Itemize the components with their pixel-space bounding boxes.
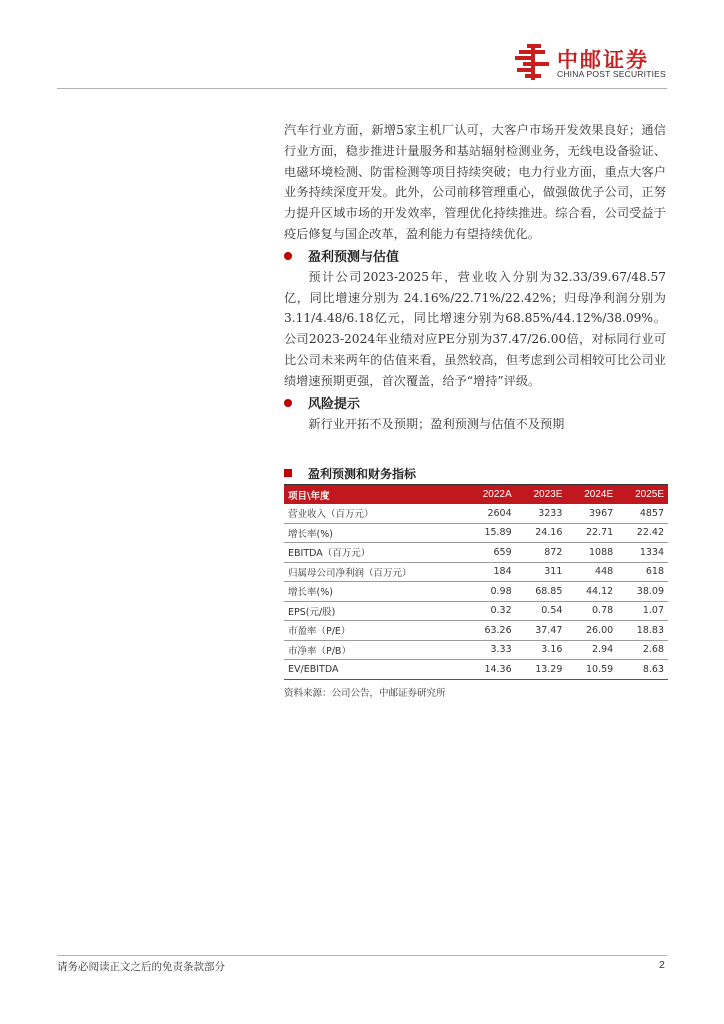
table-row [284,640,668,660]
table-cell: 15.89 [465,523,516,543]
financial-table [284,485,668,680]
main-content [284,120,666,434]
table-row [284,660,668,680]
intro-paragraph: 汽车行业方面，新增5家主机厂认可，大客户市场开发效果良好；通信行业方面，稳步推进计量服务和基站辐射检测业务，无线电设备验证、电磁环境检测、防雷检测等项目持续突破；电力行业方面，重点大客户业务持续深度开发。此外，公司前移管理重心，做强做优子公司，正努力提升区域市场的开发效率，管理优化持续推进。综合看，公司受益于疫后修复与国企改革，盈利能力有望持续优化。 [284,123,666,241]
table-cell: 311 [516,562,567,582]
header-divider [57,88,667,89]
table-source-note: 资料来源：公司公告，中邮证券研究所 [284,687,446,699]
table-cell: 2.68 [617,640,668,660]
table-cell: 0.54 [516,601,567,621]
valuation-paragraph: 预计公司2023-2025年，营业收入分别为32.33/39.67/48.57亿，同比增速分别为 24.16%/22.71%/22.42%；归母净利润分别为3.11/4.48/6.18亿元，同比增速分别为68.85%/44.12%/38.09%。公司2023-2024年业绩对应PE分别为37.47/26.00倍，对标同行业可比公司未来两年的估值来看，虽然较高，但考虑到公司相较可比公司业绩增速预期更强，首次覆盖，给予“增持”评级。 [284,269,666,388]
table-row [284,582,668,602]
logo-chinese-name: 中邮证券 [557,48,649,72]
table-cell: 22.42 [617,523,668,543]
table-cell: 448 [566,562,617,582]
row-label: EV/EBITDA [284,660,465,680]
table-row [284,523,668,543]
section-heading-risk [284,393,666,414]
row-label: 增长率(%) [284,523,465,543]
table-cell: 3967 [566,504,617,523]
row-label: 增长率(%) [284,582,465,602]
row-label: EBITDA（百万元） [284,543,465,563]
company-logo [513,42,673,84]
table-cell: 1088 [566,543,617,563]
table-cell: 3.33 [465,640,516,660]
logo-english-name: CHINA POST SECURITIES [557,69,666,79]
china-post-logo-icon [513,42,553,82]
table-cell: 37.47 [516,621,567,641]
financial-table-block [284,466,668,699]
row-label: 归属母公司净利润（百万元） [284,562,465,582]
table-cell: 184 [465,562,516,582]
section-heading-valuation [284,246,666,267]
table-cell: 22.71 [566,523,617,543]
table-title-row [284,466,668,482]
row-label: 营业收入（百万元） [284,504,465,523]
table-row [284,562,668,582]
table-cell: 10.59 [566,660,617,680]
table-header-cell: 2025E [617,485,668,504]
table-cell: 24.16 [516,523,567,543]
red-bullet-icon [284,399,292,407]
table-cell: 1.07 [617,601,668,621]
table-cell: 0.78 [566,601,617,621]
table-cell: 13.29 [516,660,567,680]
red-bullet-icon [284,252,292,260]
table-header-row [284,485,668,504]
section-title-risk: 风险提示 [308,396,361,412]
table-cell: 14.36 [465,660,516,680]
table-row [284,621,668,641]
table-cell: 4857 [617,504,668,523]
table-cell: 659 [465,543,516,563]
table-cell: 26.00 [566,621,617,641]
table-cell: 3233 [516,504,567,523]
footer-divider [57,955,667,956]
table-cell: 18.83 [617,621,668,641]
table-cell: 0.98 [465,582,516,602]
table-cell: 2.94 [566,640,617,660]
table-row [284,601,668,621]
table-header-cell: 项目\年度 [284,485,465,504]
table-cell: 2604 [465,504,516,523]
row-label: 市净率（P/B） [284,640,465,660]
table-header-cell: 2024E [566,485,617,504]
table-cell: 38.09 [617,582,668,602]
table-cell: 8.63 [617,660,668,680]
table-cell: 68.85 [516,582,567,602]
risk-paragraph: 新行业开拓不及预期；盈利预测与估值不及预期 [308,416,565,431]
table-cell: 618 [617,562,668,582]
red-square-icon [284,469,292,477]
table-cell: 0.32 [465,601,516,621]
table-row [284,504,668,523]
section-title-valuation: 盈利预测与估值 [308,249,400,265]
table-title: 盈利预测和财务指标 [308,467,417,481]
table-cell: 1334 [617,543,668,563]
row-label: 市盈率（P/E） [284,621,465,641]
footer-disclaimer: 请务必阅读正文之后的免责条款部分 [57,961,225,973]
page-number: 2 [659,959,665,971]
table-cell: 63.26 [465,621,516,641]
table-row [284,543,668,563]
table-cell: 872 [516,543,567,563]
table-cell: 3.16 [516,640,567,660]
table-cell: 44.12 [566,582,617,602]
row-label: EPS(元/股) [284,601,465,621]
table-header-cell: 2023E [516,485,567,504]
table-header-cell: 2022A [465,485,516,504]
